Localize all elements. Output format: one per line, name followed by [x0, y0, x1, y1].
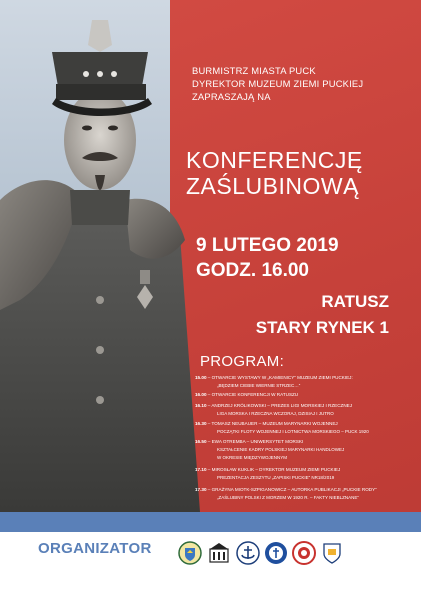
program-item-sub: KSZTAŁCENIE KADRY POLSKIEJ MARYNARKI HANDLOWEJ: [217, 447, 345, 452]
title-line-1: KONFERENCJĘ: [186, 147, 363, 173]
puck-coat-of-arms-logo: [178, 541, 202, 565]
invitation-line-1: BURMISTRZ MIASTA PUCK: [192, 65, 316, 76]
program-item-sub: LIGA MORSKA I RZECZNA WCZORAJ, DZISIAJ I JUTRO: [217, 411, 334, 416]
invitation-line-2: DYREKTOR MUZEUM ZIEMI PUCKIEJ: [192, 78, 364, 89]
program-item-sub: W OKRESIE MIĘDZYWOJENNYM: [217, 455, 288, 460]
program-item: 16.30 – TOMASZ NEUBAUER – MUZEUM MARYNARKI WOJENNEJ: [195, 421, 338, 426]
museum-logo: [207, 541, 231, 565]
event-time: GODZ. 16.00: [196, 260, 309, 281]
event-venue-1: RATUSZ: [321, 292, 389, 311]
program-heading: PROGRAM:: [200, 353, 285, 370]
general-portrait: [0, 0, 200, 512]
program-item-sub: „ZAŚLUBINY POLSKI Z MORZEM W 1920 R. – FAKTY NIEBLZNANE”: [217, 495, 359, 500]
university-logo: [320, 541, 344, 565]
blue-stripe: [0, 512, 421, 532]
program-item: 15.00 – OTWARCIE WYSTAWY W „KAMIENICY” MUZEUM ZIEMI PUCKIEJ:: [195, 375, 353, 380]
anchor-society-logo: [236, 541, 260, 565]
program-item: 17.10 – MIROSŁAW KUKLIK – DYREKTOR MUZEUM ZIEMI PUCKIEJ: [195, 467, 341, 472]
program-item-sub: PREZENTACJA ZESZYTU „ZAPISKI PUCKIE” NR18/2019: [217, 475, 335, 480]
organizer-label: ORGANIZATOR: [38, 540, 152, 557]
program-item: 17.30 – GRAŻYNA MIOTK-SZPIGANOWICZ – AUTORKA PUBLIKACJI „PUCKIE RODY”: [195, 487, 377, 492]
program-item: 16.00 – OTWARCIE KONFERENCJI W RATUSZU: [195, 392, 299, 397]
program-item: 16.10 – ANDRZEJ KRÓLIKOWSKI – PREZES LIGI MORSKIEJ I RZECZNEJ: [195, 403, 353, 408]
program-item: 16.50 – EWA OTREMBA – UNIWERSYTET MORSKI: [195, 439, 304, 444]
program-item-sub: POCZĄTKI FLOTY WOJENNEJ I LOTNICTWA MORSKIEGO – PUCK 1920: [217, 429, 369, 434]
event-venue-2: STARY RYNEK 1: [255, 318, 389, 337]
invitation-line-3: ZAPRASZAJĄ NA: [192, 91, 271, 102]
program-item-sub: „BĘDZIEM CIEBIE WIERNIE STRZEC…”: [217, 383, 301, 388]
maritime-league-logo: [264, 541, 288, 565]
title-line-2: ZAŚLUBINOWĄ: [186, 173, 359, 199]
event-date: 9 LUTEGO 2019: [196, 235, 339, 256]
circle-emblem-logo: [292, 541, 316, 565]
